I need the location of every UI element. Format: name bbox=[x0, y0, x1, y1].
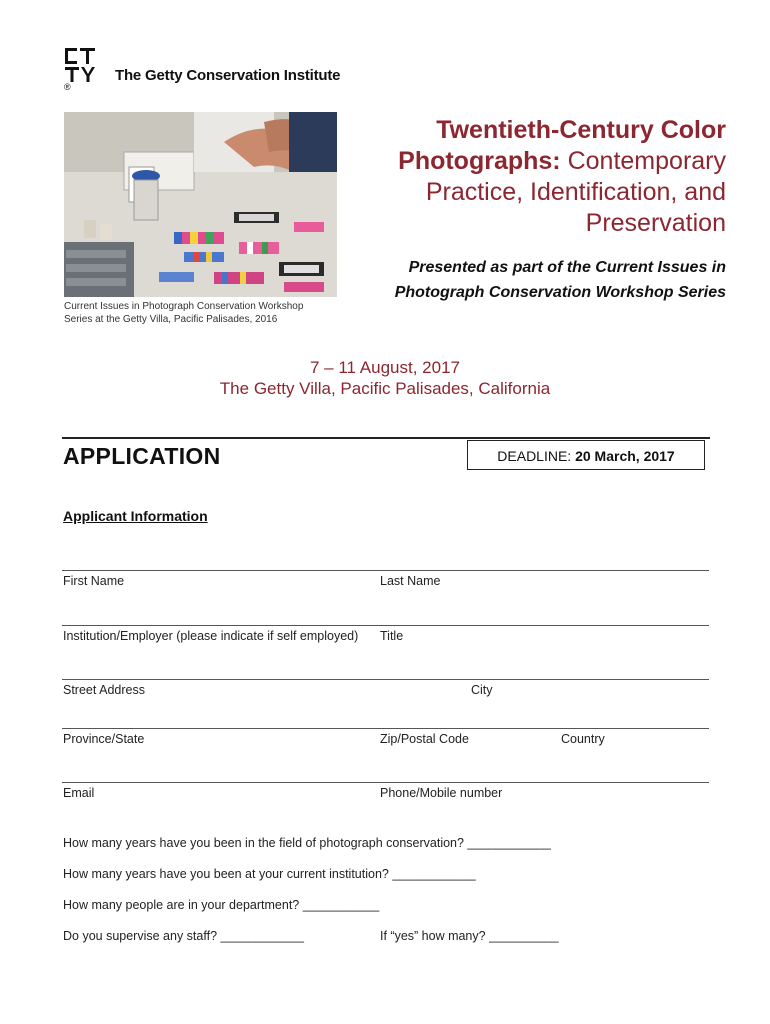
staff-count-question[interactable]: If “yes” how many? __________ bbox=[380, 929, 559, 943]
title-field[interactable]: Title bbox=[380, 629, 404, 643]
title-bold: Twentieth-Century Color Photographs: bbox=[398, 116, 726, 175]
registered-mark: ® bbox=[64, 82, 71, 92]
title-rest: Contemporary Practice, Identification, and Preservation bbox=[425, 147, 726, 237]
supervise-staff-question[interactable]: Do you supervise any staff? ____________ bbox=[63, 929, 304, 943]
field-line bbox=[62, 782, 709, 783]
deadline-box bbox=[467, 440, 705, 470]
field-line bbox=[62, 679, 709, 680]
province-state-field[interactable]: Province/State bbox=[63, 732, 145, 746]
field-line bbox=[62, 570, 709, 571]
event-location: The Getty Villa, Pacific Palisades, California bbox=[219, 379, 551, 398]
institution-field[interactable]: Institution/Employer (please indicate if self employed) bbox=[63, 629, 359, 643]
field-line bbox=[62, 728, 709, 729]
getty-logo-icon bbox=[63, 46, 97, 84]
workshop-photo bbox=[64, 112, 337, 297]
email-field[interactable]: Email bbox=[63, 786, 95, 800]
event-info bbox=[0, 357, 770, 399]
first-name-field[interactable]: First Name bbox=[63, 574, 125, 588]
zip-postal-field[interactable]: Zip/Postal Code bbox=[380, 732, 469, 746]
field-line bbox=[62, 625, 709, 626]
years-at-institution-question[interactable]: How many years have you been at your current institution? ____________ bbox=[63, 867, 476, 881]
years-in-field-question[interactable]: How many years have you been in the field of photograph conservation? ____________ bbox=[63, 836, 551, 850]
deadline-value: 20 March, 2017 bbox=[575, 448, 675, 464]
institute-name: The Getty Conservation Institute bbox=[115, 67, 341, 84]
document-subtitle: Presented as part of the Current Issues in Photograph Conservation Workshop Series bbox=[394, 259, 726, 301]
photo-caption: Current Issues in Photograph Conservation Workshop Series at the Getty Villa, Pacific Palisades, 2016 bbox=[64, 301, 304, 325]
phone-field[interactable]: Phone/Mobile number bbox=[380, 786, 503, 800]
event-dates: 7 – 11 August, 2017 bbox=[310, 358, 460, 377]
country-field[interactable]: Country bbox=[561, 732, 605, 746]
application-heading: APPLICATION bbox=[63, 443, 221, 469]
deadline-label: DEADLINE: bbox=[497, 448, 572, 464]
city-field[interactable]: City bbox=[471, 683, 493, 697]
street-address-field[interactable]: Street Address bbox=[63, 683, 145, 697]
application-divider bbox=[62, 437, 710, 439]
section-heading: Applicant Information bbox=[63, 508, 208, 524]
document-title bbox=[366, 115, 726, 239]
department-size-question[interactable]: How many people are in your department? ___________ bbox=[63, 898, 380, 912]
last-name-field[interactable]: Last Name bbox=[380, 574, 441, 588]
